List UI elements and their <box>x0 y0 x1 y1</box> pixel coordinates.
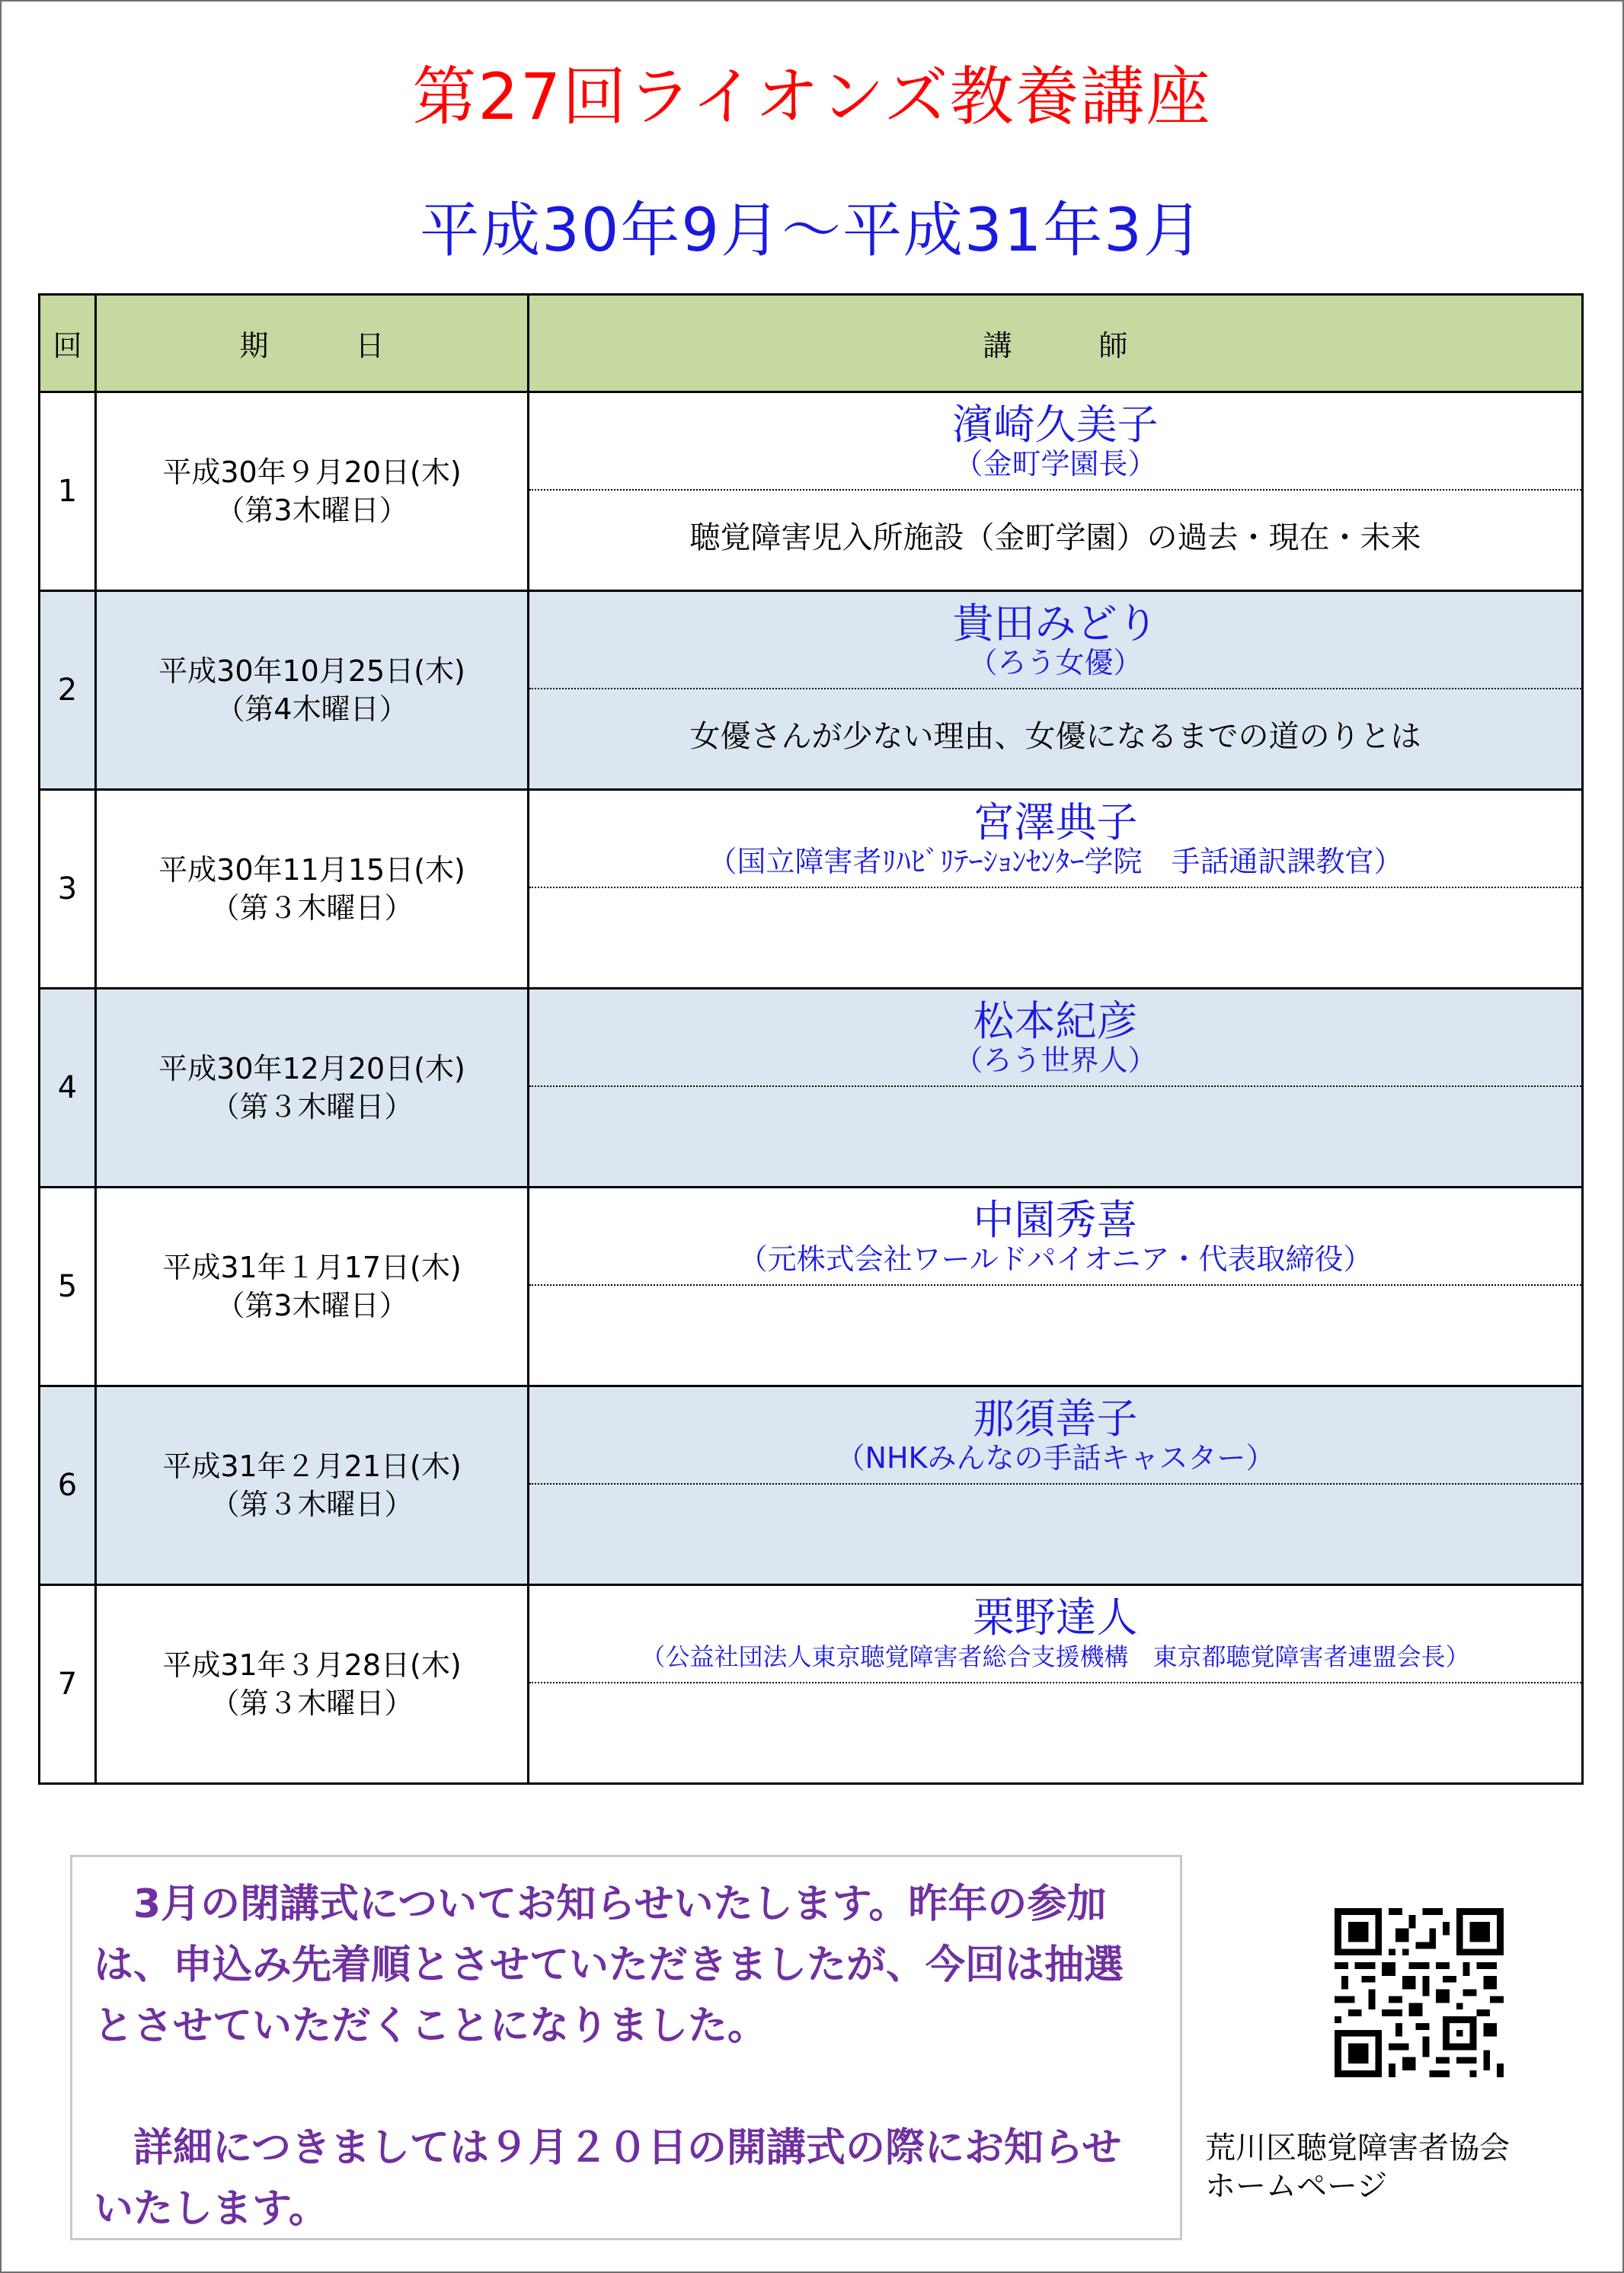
lecture-topic <box>529 1485 1581 1579</box>
page-subtitle: 平成30年9月～平成31年3月 <box>420 197 1204 265</box>
session-number: 5 <box>40 1188 96 1386</box>
session-date: 平成30年９月20日(木) <box>162 456 462 489</box>
session-date: 平成31年２月21日(木) <box>162 1450 462 1483</box>
lecture-topic <box>529 1286 1581 1380</box>
session-date: 平成31年１月17日(木) <box>162 1251 462 1284</box>
session-weekday: （第３木曜日） <box>210 1488 414 1521</box>
lecturer-cell <box>529 591 1583 790</box>
table-row <box>40 790 1583 989</box>
lecture-topic: 女優さんが少ない理由、女優になるまでの道のりとは <box>689 719 1421 754</box>
page-title: 第27回ライオンズ教養講座 <box>412 59 1212 134</box>
session-date: 平成30年11月15日(木) <box>158 853 465 887</box>
header-date: 期 日 <box>96 295 529 392</box>
header-session: 回 <box>40 295 96 392</box>
table-row <box>40 1585 1583 1784</box>
lecturer-cell <box>529 1386 1583 1585</box>
lecturer-affiliation: （ろう女優） <box>968 646 1143 679</box>
session-weekday: （第３木曜日） <box>210 1686 414 1720</box>
lecturer-name: 貴田みどり <box>952 599 1159 647</box>
header-lecturer: 講 師 <box>529 295 1583 392</box>
session-date-cell <box>96 989 529 1188</box>
session-date-cell <box>96 1188 529 1386</box>
lecture-topic <box>529 1087 1581 1181</box>
lecturer-name: 濱崎久美子 <box>952 401 1159 449</box>
lecturer-cell <box>529 790 1583 989</box>
session-number: 2 <box>40 591 96 790</box>
session-weekday: （第３木曜日） <box>210 1090 414 1124</box>
lecturer-name: 宮澤典子 <box>973 798 1138 846</box>
session-date-cell <box>96 1386 529 1585</box>
lecture-topic: 聴覚障害児入所施設（金町学園）の過去・現在・未来 <box>689 520 1421 555</box>
lecturer-cell <box>529 1585 1583 1784</box>
session-date-cell <box>96 591 529 790</box>
session-date: 平成30年10月25日(木) <box>158 654 465 688</box>
session-number: 1 <box>40 392 96 591</box>
table-row <box>40 591 1583 790</box>
session-number: 4 <box>40 989 96 1188</box>
session-weekday: （第3木曜日） <box>216 494 408 527</box>
schedule-table <box>38 293 1584 1785</box>
qr-caption <box>1205 2129 1563 2205</box>
session-date-cell <box>96 1585 529 1784</box>
session-date-cell <box>96 790 529 989</box>
notice-paragraph-closing: 3月の閉講式についてお知らせいたします。昨年の参加は、申込み先着順とさせていただきましたが、今回は抽選とさせていただくことになりました。 <box>94 1881 1124 2049</box>
table-row <box>40 1386 1583 1585</box>
qr-caption-homepage: ホームページ <box>1205 2169 1388 2204</box>
session-weekday: （第３木曜日） <box>210 891 414 925</box>
table-row <box>40 392 1583 591</box>
lecture-topic <box>529 888 1581 983</box>
session-weekday: （第4木曜日） <box>216 692 408 726</box>
session-weekday: （第3木曜日） <box>216 1289 408 1322</box>
lecturer-cell <box>529 989 1583 1188</box>
notice-box <box>70 1855 1182 2240</box>
session-number: 7 <box>40 1585 96 1784</box>
lecturer-affiliation: （NHKみんなの手話キャスター） <box>836 1441 1275 1475</box>
qr-caption-org: 荒川区聴覚障害者協会 <box>1205 2131 1510 2166</box>
session-number: 3 <box>40 790 96 989</box>
table-row <box>40 1188 1583 1386</box>
session-date: 平成30年12月20日(木) <box>158 1052 465 1085</box>
lecturer-affiliation: （ろう世界人） <box>954 1044 1157 1077</box>
lecturer-name: 那須善子 <box>973 1395 1138 1443</box>
lecturer-name: 松本紀彦 <box>973 997 1138 1045</box>
session-number: 6 <box>40 1386 96 1585</box>
lecturer-affiliation: （元株式会社ワールドパイオニア・代表取締役） <box>738 1242 1373 1276</box>
lecturer-affiliation: （金町学園長） <box>954 447 1157 481</box>
lecturer-cell <box>529 392 1583 591</box>
lecturer-affiliation: （公益社団法人東京聴覚障害者総合支援機構 東京都聴覚障害者連盟会長） <box>641 1642 1470 1671</box>
notice-paragraph-details: 詳細につきましては９月２０日の開講式の際にお知らせいたします。 <box>94 2125 1122 2232</box>
lecture-topic <box>529 1683 1581 1778</box>
lecturer-affiliation: （国立障害者ﾘﾊﾋﾞﾘﾃｰｼｮﾝｾﾝﾀｰ学院 手話通訳課教官） <box>708 845 1403 878</box>
table-row <box>40 989 1583 1188</box>
qr-code-icon[interactable] <box>1335 1908 1504 2077</box>
table-header-row <box>40 295 1583 392</box>
session-date: 平成31年３月28日(木) <box>162 1648 462 1682</box>
session-date-cell <box>96 392 529 591</box>
lecturer-name: 中園秀喜 <box>973 1196 1138 1244</box>
lecturer-name: 栗野達人 <box>973 1594 1138 1642</box>
lecturer-cell <box>529 1188 1583 1386</box>
